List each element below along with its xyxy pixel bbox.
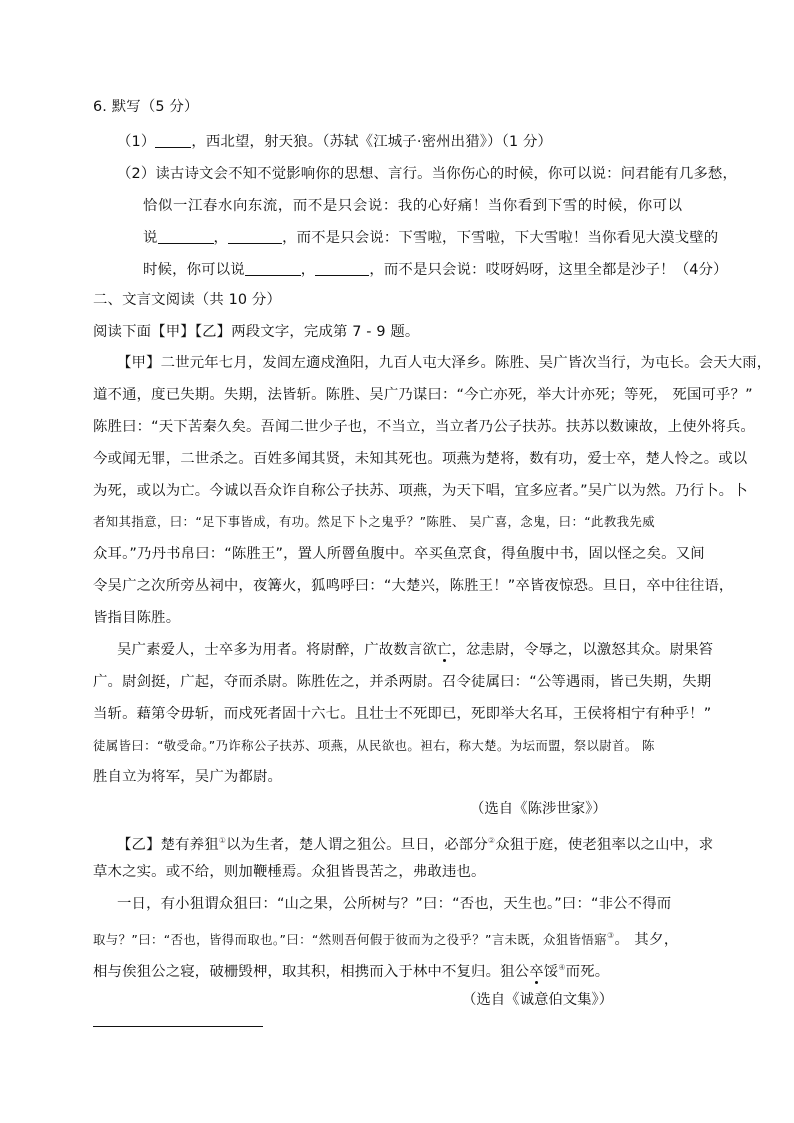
- passage-jia-paragraph-2: [117, 640, 713, 660]
- text-segment: 说: [143, 230, 158, 246]
- footnote-marker: ②: [487, 836, 496, 845]
- question-6-part-2-line-4: [143, 260, 728, 280]
- passage-jia-line: 胜自立为将军，吴广为都尉。: [93, 769, 283, 785]
- text-segment: ，而不是只会说：哎呀妈呀，这里全都是沙子！（4分）: [369, 262, 728, 278]
- answer-blank[interactable]: [228, 243, 282, 244]
- part-1-number: （1）: [117, 134, 156, 150]
- answer-blank[interactable]: [155, 147, 191, 148]
- answer-blank[interactable]: [245, 275, 301, 276]
- passage-yi-line: 草木之实。或不给，则加鞭棰焉。众狙皆畏苦之，弗敢违也。: [93, 864, 486, 880]
- passage-yi-line: 一日，有小狙谓众狙曰：“山之果，公所树与？”曰：“否也，天生也。”曰：“非公不得而: [117, 896, 672, 912]
- passage-jia-line: 陈胜曰：“天下苦秦久矣。吾闻二世少子也，不当立，当立者乃公子扶苏。扶苏以数谏故，上使外将兵。: [93, 419, 755, 435]
- text-segment: ，: [213, 230, 229, 246]
- question-6-title: 6. 默写（5 分）: [93, 99, 199, 115]
- text-segment: 吴广素爱人，士卒多为用者。将尉醉，广故数言欲: [117, 642, 437, 658]
- text-segment: 而死。: [565, 964, 610, 980]
- question-6-part-1: [117, 132, 552, 152]
- footnote-marker: ③: [606, 931, 615, 940]
- question-6-part-2-line-1: （2）读古诗文会不知不觉影响你的思想、言行。当你伤心的时候，你可以说：问君能有几多愁，: [117, 166, 738, 182]
- passage-yi-line: [117, 831, 713, 855]
- passage-jia-line: 为死，或以为亡。今诚以吾众诈自称公子扶苏、项燕，为天下唱，宜多应者。”吴广以为然。乃行卜。卜: [93, 483, 748, 499]
- passage-jia-line: 皆指目陈胜。: [93, 610, 181, 626]
- part-1-text: ，西北望，射天狼。（苏轼《江城子·密州出猎》）（1 分）: [191, 134, 553, 150]
- passage-jia-line: 令吴广之次所旁丛祠中，夜篝火，狐鸣呼曰：“大楚兴，陈胜王！”卒皆夜惊恐。旦日，卒中往往语，: [93, 578, 734, 594]
- text-segment: ，而不是只会说：下雪啦，下雪啦，下大雪啦！当你看见大漠戈壁的: [282, 230, 719, 246]
- passage-jia-line: 众耳。”乃丹书帛曰：“陈胜王”，置人所罾鱼腹中。卒买鱼烹食，得鱼腹中书，固以怪之矣。又间: [93, 546, 705, 562]
- passage-yi-line: [93, 926, 679, 950]
- text-segment: ，: [300, 262, 316, 278]
- passage-jia-line: 当斩。藉第令毋斩，而戍死者固十六七。且壮士不死即已，死即举大名耳，王侯将相宁有种乎！”: [93, 706, 712, 722]
- passage-yi-source: （选自《诚意伯文集》）: [462, 992, 614, 1008]
- footnote-marker: ①: [218, 836, 227, 845]
- text-segment: 取与？”曰：“否也，皆得而取也。”曰：“然则吾何假于彼而为之役乎？”言未既，众狙皆悟寤: [93, 932, 607, 947]
- emphasis-dotted-char: 卒: [529, 964, 544, 980]
- text-segment: ，忿恚尉，令辱之，以激怒其众。尉果笞: [451, 642, 714, 658]
- footnote-separator: [93, 1026, 263, 1027]
- passage-jia-line: 广。尉剑挺，广起，夺而杀尉。陈胜佐之，并杀两尉。召令徒属曰：“公等遇雨，皆已失期，失期: [93, 674, 712, 690]
- question-6-part-2-line-2: 恰似一江春水向东流，而不是只会说：我的心好痛！当你看到下雪的时候，你可以: [143, 198, 683, 214]
- passage-jia-line: 【甲】二世元年七月，发闾左適戍渔阳，九百人屯大泽乡。陈胜、吴广皆次当行，为屯长。会天大雨，: [117, 355, 772, 371]
- text-segment: 【乙】楚有养狙: [117, 837, 219, 853]
- text-segment: 众狙于庭，使老狙率以之山中，求: [495, 837, 714, 853]
- answer-blank[interactable]: [315, 275, 369, 276]
- passage-jia-line: 徒属皆曰：“敬受命。”乃诈称公子扶苏、项燕，从民欲也。袒右，称大楚。为坛而盟，祭以尉首。 陈: [93, 738, 655, 753]
- passage-jia-line: 道不通，度已失期。失期，法皆斩。陈胜、吴广乃谋曰：“今亡亦死，举大计亦死；等死， 死国可乎？”: [93, 387, 753, 403]
- emphasis-dotted-char: 亡: [436, 642, 452, 658]
- text-segment: 。 其夕，: [614, 932, 679, 948]
- text-segment: 以为生者，楚人谓之狙公。旦日，必部分: [226, 837, 488, 853]
- text-segment: 相与俟狙公之寝，破栅毁柙，取其积，相携而入于林中不复归。狙公: [93, 964, 530, 980]
- question-6-part-2-line-3: [143, 228, 718, 248]
- passage-jia-source: （选自《陈涉世家》）: [470, 801, 607, 817]
- section-2-heading: 二、文言文阅读（共 10 分）: [93, 292, 282, 308]
- answer-blank[interactable]: [158, 243, 214, 244]
- passage-jia-line: 今或闻无罪，二世杀之。百姓多闻其贤，未知其死也。项燕为楚将，数有功，爱士卒，楚人怜之。或以: [93, 451, 748, 467]
- text-segment: 时候，你可以说: [143, 262, 245, 278]
- text-segment: 馁: [543, 964, 559, 980]
- footnote-marker: ④: [558, 963, 566, 972]
- passage-yi-line: [93, 958, 609, 982]
- reading-instruction: 阅读下面【甲】【乙】两段文字，完成第 7 - 9 题。: [93, 324, 420, 340]
- passage-jia-line: 者知其指意，曰：“足下事皆成，有功。然足下卜之鬼乎？”陈胜、 吴广喜，念鬼，曰：“此教我先威: [93, 514, 656, 529]
